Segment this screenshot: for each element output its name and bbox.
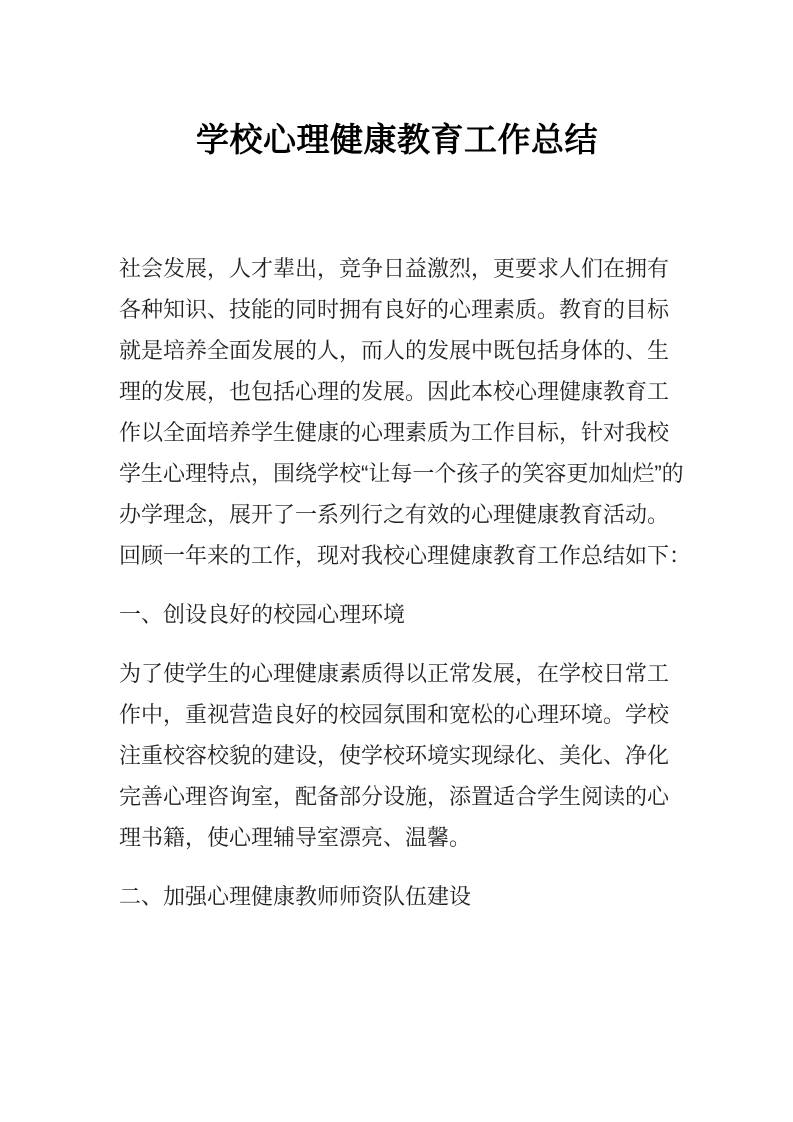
text-line: 注重校容校貌的建设，使学校环境实现绿化、美化、净化 (119, 743, 670, 768)
text-line: 学生心理特点，围绕学校“让每一个孩子的笑容更加灿烂”的 (119, 461, 684, 486)
document-body (119, 248, 692, 917)
text-line: 理书籍，使心理辅导室漂亮、温馨。 (119, 825, 472, 850)
document-title: 学校心理健康教育工作总结 (196, 121, 598, 158)
text-line: 理的发展，也包括心理的发展。因此本校心理健康教育工 (119, 379, 670, 404)
text-line: 完善心理咨询室，配备部分设施，添置适合学生阅读的心 (119, 784, 670, 809)
text-line: 各种知识、技能的同时拥有良好的心理素质。教育的目标 (119, 297, 670, 322)
section-heading: 一、创设良好的校园心理环境 (119, 602, 406, 627)
text-line: 就是培养全面发展的人，而人的发展中既包括身体的、生 (119, 338, 670, 363)
text-line: 办学理念，展开了一系列行之有效的心理健康教育活动。 (119, 502, 670, 527)
text-line: 回顾一年来的工作，现对我校心理健康教育工作总结如下： (119, 543, 692, 568)
text-line: 社会发展，人才辈出，竞争日益激烈，更要求人们在拥有 (119, 256, 670, 281)
body-paragraph (119, 653, 675, 858)
text-line: 作以全面培养学生健康的心理素质为工作目标，针对我校 (119, 420, 670, 445)
text-line: 作中，重视营造良好的校园氛围和宽松的心理环境。学校 (119, 702, 670, 727)
section-heading: 二、加强心理健康教师师资队伍建设 (119, 884, 472, 909)
body-paragraph (119, 248, 692, 576)
text-line: 为了使学生的心理健康素质得以正常发展，在学校日常工 (119, 661, 670, 686)
